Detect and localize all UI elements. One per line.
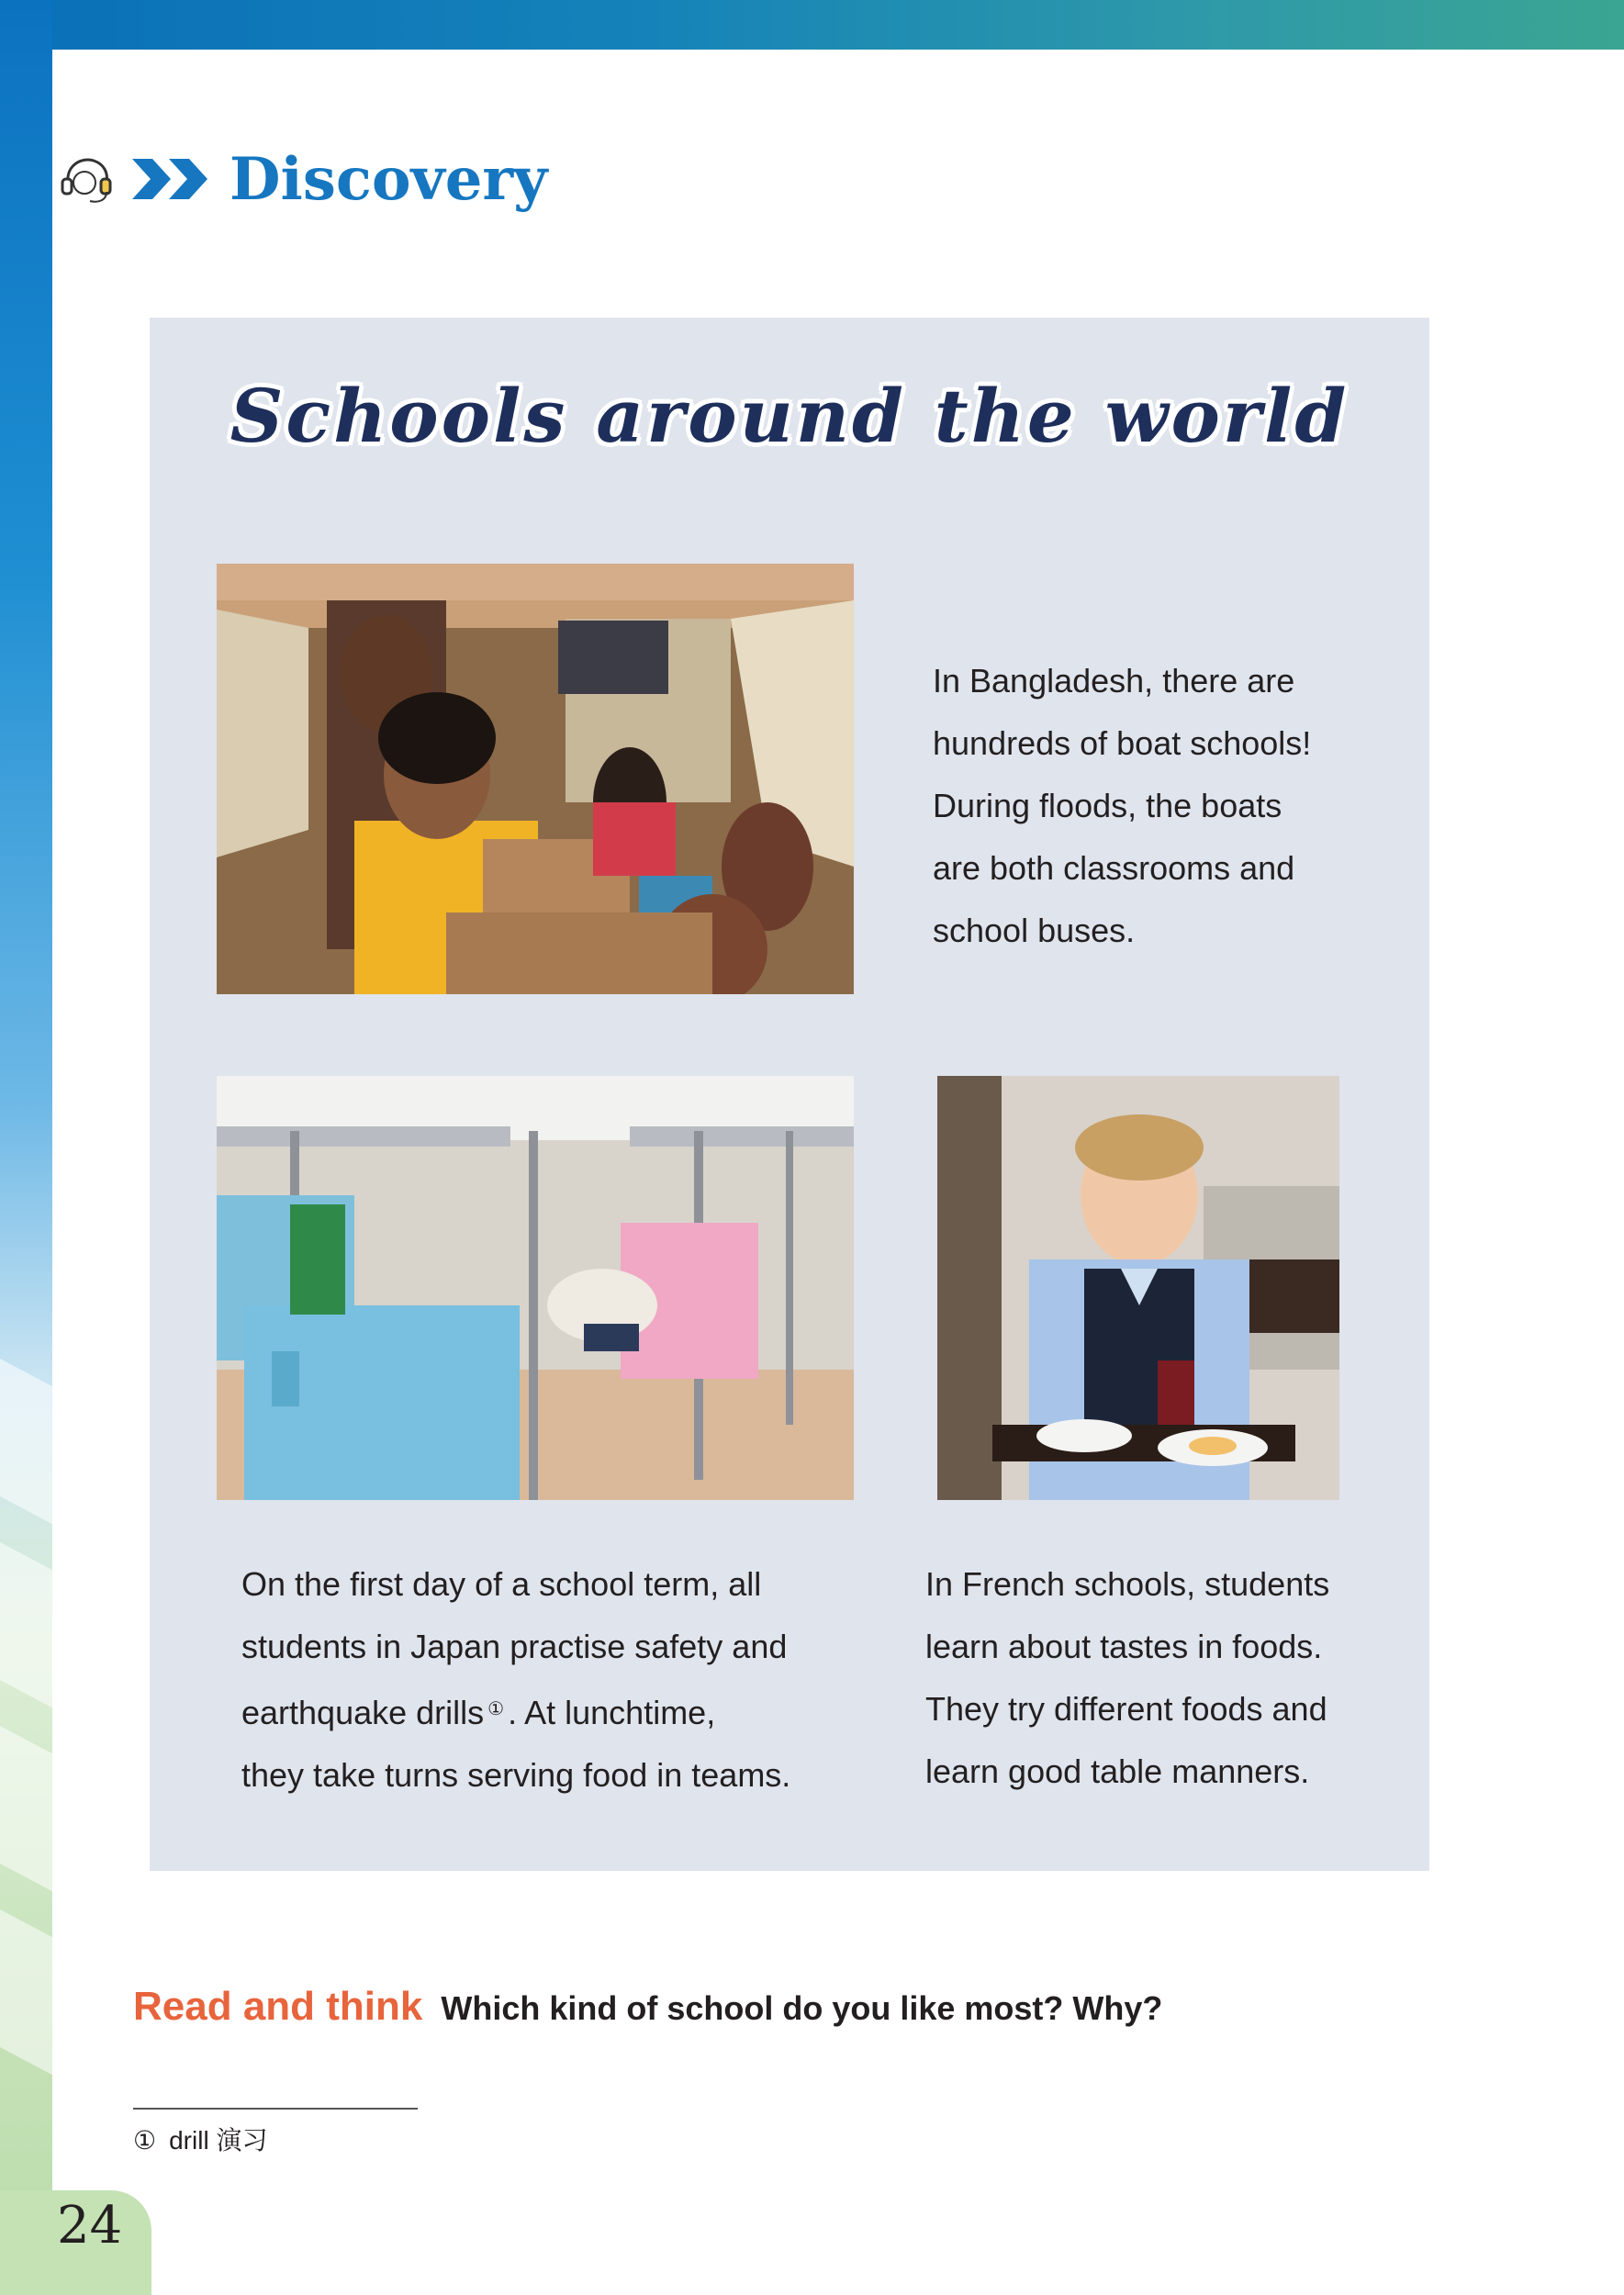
text-line: school buses. xyxy=(933,912,1136,949)
text-line: They try different foods and xyxy=(925,1690,1327,1728)
section-header xyxy=(57,142,547,216)
side-stripe xyxy=(0,1359,52,1524)
text-line: During floods, the boats xyxy=(933,787,1282,824)
text-fragment: . At lunchtime, xyxy=(508,1694,716,1731)
bangladesh-text xyxy=(933,650,1410,962)
side-stripe xyxy=(0,1909,52,2075)
japan-text xyxy=(241,1553,866,1807)
read-and-think-label: Read and think xyxy=(133,1984,423,2029)
double-arrow-icon xyxy=(129,151,215,207)
text-line: they take turns serving food in teams. xyxy=(241,1756,791,1794)
footnote-text: drill 演习 xyxy=(169,2126,268,2155)
section-title: Discovery xyxy=(230,144,548,214)
text-line: are both classrooms and xyxy=(933,849,1295,887)
text-line: hundreds of boat schools! xyxy=(933,724,1312,762)
text-line: In French schools, students xyxy=(925,1565,1330,1603)
french-student-lunch-photo xyxy=(937,1076,1339,1500)
content-panel xyxy=(150,318,1429,1871)
side-stripe xyxy=(0,1542,52,1707)
read-and-think xyxy=(133,1984,1162,2030)
page-number: 24 xyxy=(57,2196,123,2256)
text-line: students in Japan practise safety and xyxy=(241,1628,788,1665)
footnote-divider xyxy=(133,2108,418,2110)
text-line xyxy=(241,1678,866,1744)
read-and-think-question: Which kind of school do you like most? Why? xyxy=(441,1989,1163,2027)
france-text xyxy=(925,1553,1403,1803)
footnote-reference[interactable]: ① xyxy=(487,1699,505,1719)
text-line: learn good table manners. xyxy=(925,1752,1310,1790)
side-color-band xyxy=(0,0,52,2295)
text-line: In Bangladesh, there are xyxy=(933,662,1295,700)
text-line: On the first day of a school term, all xyxy=(241,1565,762,1603)
text-fragment: earthquake drills xyxy=(241,1694,485,1731)
footnote-marker: ① xyxy=(133,2126,157,2155)
headset-icon[interactable] xyxy=(57,151,118,207)
bangladesh-boat-school-photo xyxy=(217,564,854,994)
side-stripe xyxy=(0,1726,52,1891)
footnote xyxy=(133,2121,280,2157)
panel-title: Schools around the world xyxy=(230,373,1350,459)
japan-earthquake-drill-photo xyxy=(217,1076,854,1500)
text-line: learn about tastes in foods. xyxy=(925,1628,1323,1665)
top-color-band xyxy=(0,0,1624,50)
